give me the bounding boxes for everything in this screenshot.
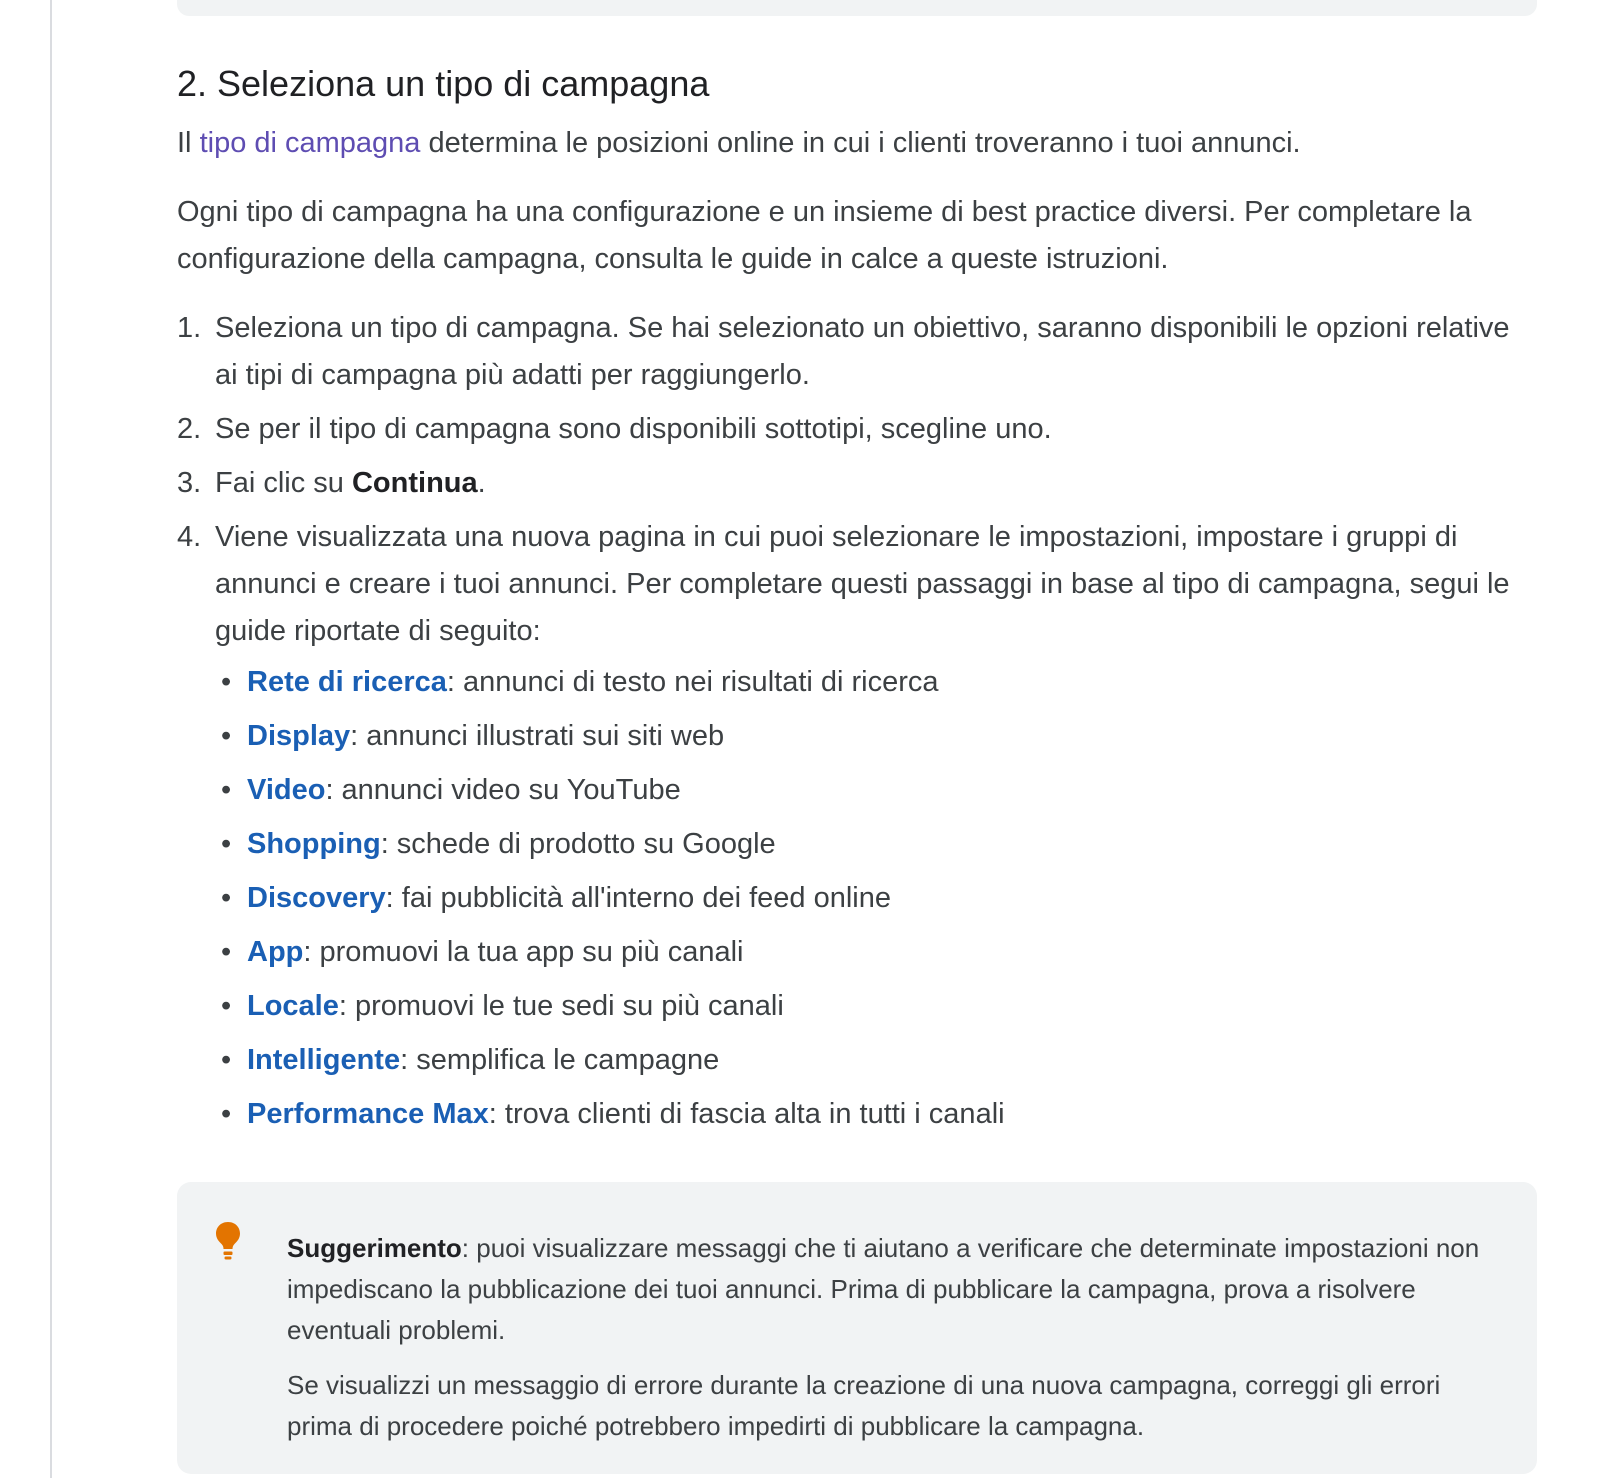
step-number: 1. — [177, 312, 202, 344]
step-number: 2. — [177, 413, 202, 445]
campaign-type-desc: : fai pubblicità all'interno dei feed online — [385, 882, 891, 914]
campaign-type-desc: : promuovi la tua app su più canali — [303, 936, 744, 968]
campaign-type-discovery-link[interactable]: Discovery — [247, 882, 386, 914]
step-text-prefix: Fai clic su — [215, 467, 352, 499]
step-item — [177, 406, 1537, 453]
campaign-type-item — [215, 659, 1537, 706]
campaign-type-desc: : schede di prodotto su Google — [380, 828, 776, 860]
tip-text-1: : puoi visualizzare messaggi che ti aiutano a verificare che determinate impostazioni non impediscano la pubblicazione dei tuoi annunci. Prima di pubblicare la campagna, prova a risolvere eventuali problemi. — [287, 1233, 1480, 1345]
step-number: 3. — [177, 467, 202, 499]
step-text: Se per il tipo di campagna sono disponibili sottotipi, scegline uno. — [215, 413, 1052, 445]
tip-content — [287, 1228, 1487, 1447]
campaign-type-performance-max-link[interactable]: Performance Max — [247, 1098, 489, 1130]
campaign-type-link[interactable]: tipo di campagna — [199, 127, 421, 159]
campaign-type-desc: : annunci illustrati sui siti web — [350, 720, 725, 752]
tip-paragraph-2: Se visualizzi un messaggio di errore durante la creazione di una nuova campagna, correggi gli errori prima di procedere poiché potrebbero impedirti di pubblicare la campagna. — [287, 1370, 1441, 1441]
tip-paragraph-1 — [287, 1228, 1487, 1351]
step-item — [177, 514, 1537, 1138]
campaign-type-desc: : annunci di testo nei risultati di ricerca — [446, 666, 939, 698]
campaign-type-item — [215, 713, 1537, 760]
campaign-type-desc: : trova clienti di fascia alta in tutti i canali — [488, 1098, 1005, 1130]
left-divider — [50, 0, 52, 1478]
article-section — [177, 60, 1537, 1145]
campaign-type-search-link[interactable]: Rete di ricerca — [247, 666, 447, 698]
step-number: 4. — [177, 521, 202, 553]
campaign-types-list — [215, 659, 1537, 1138]
campaign-type-item — [215, 1037, 1537, 1084]
campaign-type-video-link[interactable]: Video — [247, 774, 326, 806]
bullet-icon: • — [221, 666, 232, 698]
step-item — [177, 305, 1537, 399]
bullet-icon: • — [221, 882, 232, 914]
campaign-type-item — [215, 875, 1537, 922]
campaign-type-desc: : semplifica le campagne — [400, 1044, 720, 1076]
step-item — [177, 460, 1537, 507]
campaign-type-display-link[interactable]: Display — [247, 720, 351, 752]
intro-suffix: determina le posizioni online in cui i clienti troveranno i tuoi annunci. — [420, 127, 1301, 159]
campaign-type-app-link[interactable]: App — [247, 936, 304, 968]
intro-paragraph — [177, 120, 1537, 167]
campaign-type-desc: : promuovi le tue sedi su più canali — [338, 990, 784, 1022]
section-heading: 2. Seleziona un tipo di campagna — [177, 63, 710, 104]
bullet-icon: • — [221, 720, 232, 752]
bullet-icon: • — [221, 936, 232, 968]
previous-callout-box — [177, 0, 1537, 16]
lightbulb-icon — [213, 1220, 243, 1262]
campaign-type-shopping-link[interactable]: Shopping — [247, 828, 381, 860]
steps-list — [177, 305, 1537, 1138]
continua-label: Continua — [351, 467, 478, 499]
bullet-icon: • — [221, 990, 232, 1022]
campaign-type-item — [215, 821, 1537, 868]
tip-label: Suggerimento — [287, 1233, 462, 1263]
campaign-type-item — [215, 1091, 1537, 1138]
config-paragraph: Ogni tipo di campagna ha una configurazione e un insieme di best practice diversi. Per completare la configurazione della campagna, consulta le guide in calce a queste istruzioni. — [177, 196, 1472, 275]
bullet-icon: • — [221, 774, 232, 806]
campaign-type-item — [215, 929, 1537, 976]
campaign-type-smart-link[interactable]: Intelligente — [247, 1044, 401, 1076]
bullet-icon: • — [221, 828, 232, 860]
bullet-icon: • — [221, 1044, 232, 1076]
campaign-type-item — [215, 767, 1537, 814]
step-text-suffix: . — [477, 467, 486, 499]
intro-prefix: Il — [177, 127, 200, 159]
campaign-type-desc: : annunci video su YouTube — [325, 774, 681, 806]
campaign-type-item — [215, 983, 1537, 1030]
step-text: Viene visualizzata una nuova pagina in cui puoi selezionare le impostazioni, impostare i gruppi di annunci e creare i tuoi annunci. Per completare questi passaggi in base al tipo di campagna, segui le guide riportate di seguito: — [215, 521, 1510, 647]
bullet-icon: • — [221, 1098, 232, 1130]
tip-callout — [177, 1182, 1537, 1474]
campaign-type-local-link[interactable]: Locale — [247, 990, 339, 1022]
step-text: Seleziona un tipo di campagna. Se hai selezionato un obiettivo, saranno disponibili le opzioni relative ai tipi di campagna più adatti per raggiungerlo. — [215, 312, 1510, 391]
